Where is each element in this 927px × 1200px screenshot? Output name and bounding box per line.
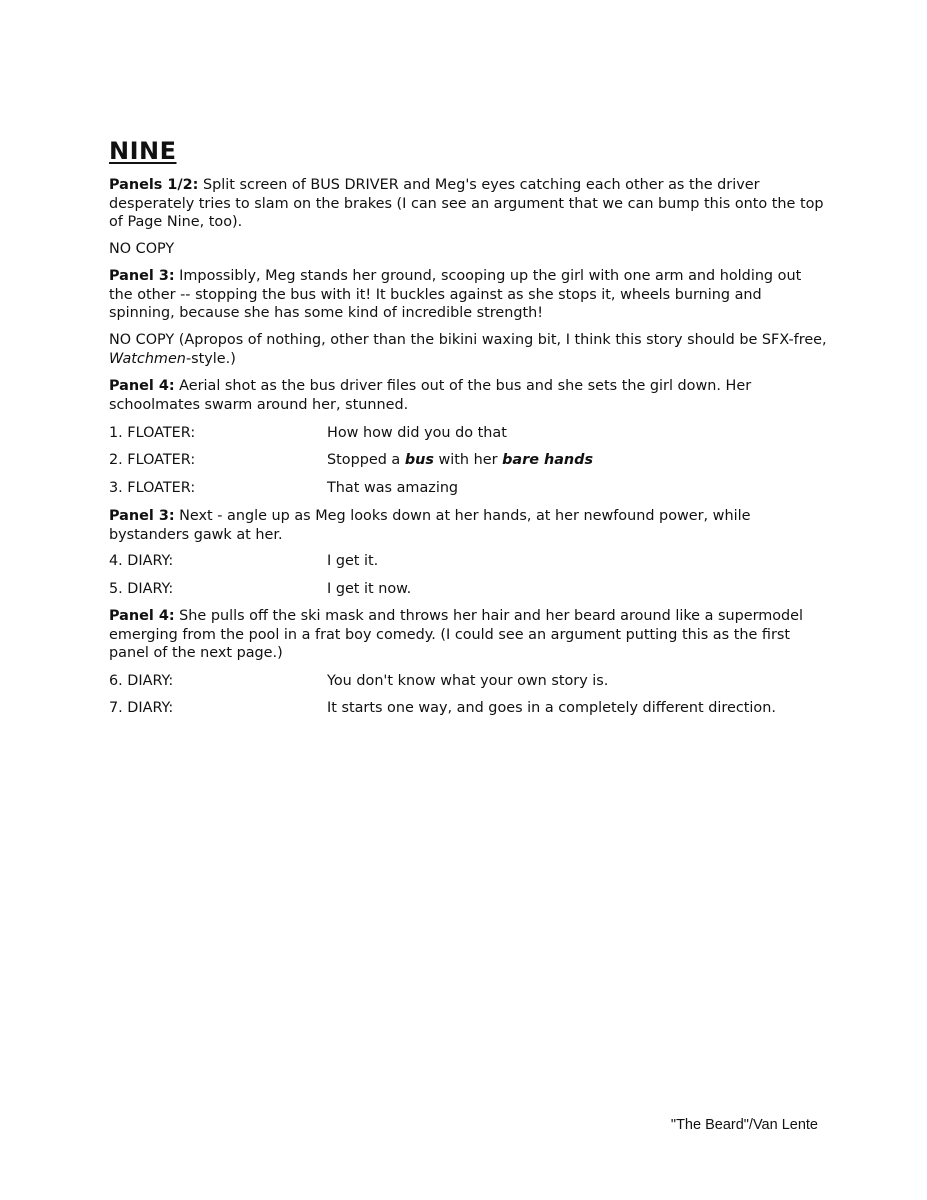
note-text-end: -style.)	[185, 350, 236, 367]
no-copy-note: NO COPY	[109, 241, 175, 257]
dialogue-line	[109, 699, 829, 718]
line-speaker: 4. DIARY:	[109, 553, 174, 569]
page-footer: "The Beard"/Van Lente	[670, 1117, 818, 1133]
line-text: I get it now.	[327, 581, 412, 597]
line-text: I get it.	[327, 553, 379, 569]
line-text: with her	[433, 452, 503, 468]
panel-text: Next - angle up as Meg looks down at her hands, at her newfound power, while bystanders gawk at her.	[109, 508, 751, 543]
line-text: That was amazing	[327, 480, 459, 496]
panel-label: Panels 1/2:	[109, 177, 199, 193]
panel-description	[109, 377, 829, 414]
line-speaker: 6. DIARY:	[109, 673, 174, 689]
line-text: How how did you do that	[327, 425, 507, 441]
panel-text: Impossibly, Meg stands her ground, scooping up the girl with one arm and holding out the other -- stopping the bus with it! It buckles against as she stops it, wheels burning and spinning, because she has some kind of incredible strength!	[109, 268, 802, 321]
dialogue-line	[109, 552, 829, 571]
no-copy-note	[109, 331, 829, 368]
panel-text: Aerial shot as the bus driver files out of the bus and she sets the girl down. Her schoolmates swarm around her, stunned.	[109, 378, 752, 413]
panel-description	[109, 267, 829, 323]
panel-text: Split screen of BUS DRIVER and Meg's eyes catching each other as the driver desperately tries to slam on the brakes (I can see an argument that we can bump this onto the top of Page Nine, too).	[109, 177, 824, 230]
line-speaker: 5. DIARY:	[109, 581, 174, 597]
panel-label: Panel 4:	[109, 378, 175, 394]
line-text: Stopped a	[327, 452, 405, 468]
line-speaker: 2. FLOATER:	[109, 452, 196, 468]
note-italic: Watchmen	[109, 350, 186, 367]
panel-text: She pulls off the ski mask and throws her hair and her beard around like a supermodel emerging from the pool in a frat boy comedy. (I could see an argument putting this as the first panel of the next page.)	[109, 608, 804, 661]
line-speaker: 1. FLOATER:	[109, 425, 196, 441]
panel-label: Panel 4:	[109, 608, 175, 624]
dialogue-line	[109, 580, 829, 599]
line-speaker: 7. DIARY:	[109, 700, 174, 716]
note-text: NO COPY (Apropos of nothing, other than the bikini waxing bit, I think this story should be SFX-free,	[109, 332, 827, 348]
dialogue-line	[109, 451, 829, 470]
panel-description	[109, 507, 829, 544]
panel-description	[109, 176, 829, 232]
line-text: It starts one way, and goes in a completely different direction.	[327, 700, 776, 716]
dialogue-line	[109, 672, 829, 691]
panel-label: Panel 3:	[109, 508, 175, 524]
line-emphasis: bus	[404, 452, 434, 468]
page-heading: NINE	[109, 137, 177, 165]
dialogue-line	[109, 479, 829, 498]
line-text: You don't know what your own story is.	[327, 673, 609, 689]
panel-description	[109, 607, 829, 663]
dialogue-line	[109, 424, 829, 443]
line-emphasis: bare hands	[502, 452, 594, 468]
line-speaker: 3. FLOATER:	[109, 480, 196, 496]
panel-label: Panel 3:	[109, 268, 175, 284]
